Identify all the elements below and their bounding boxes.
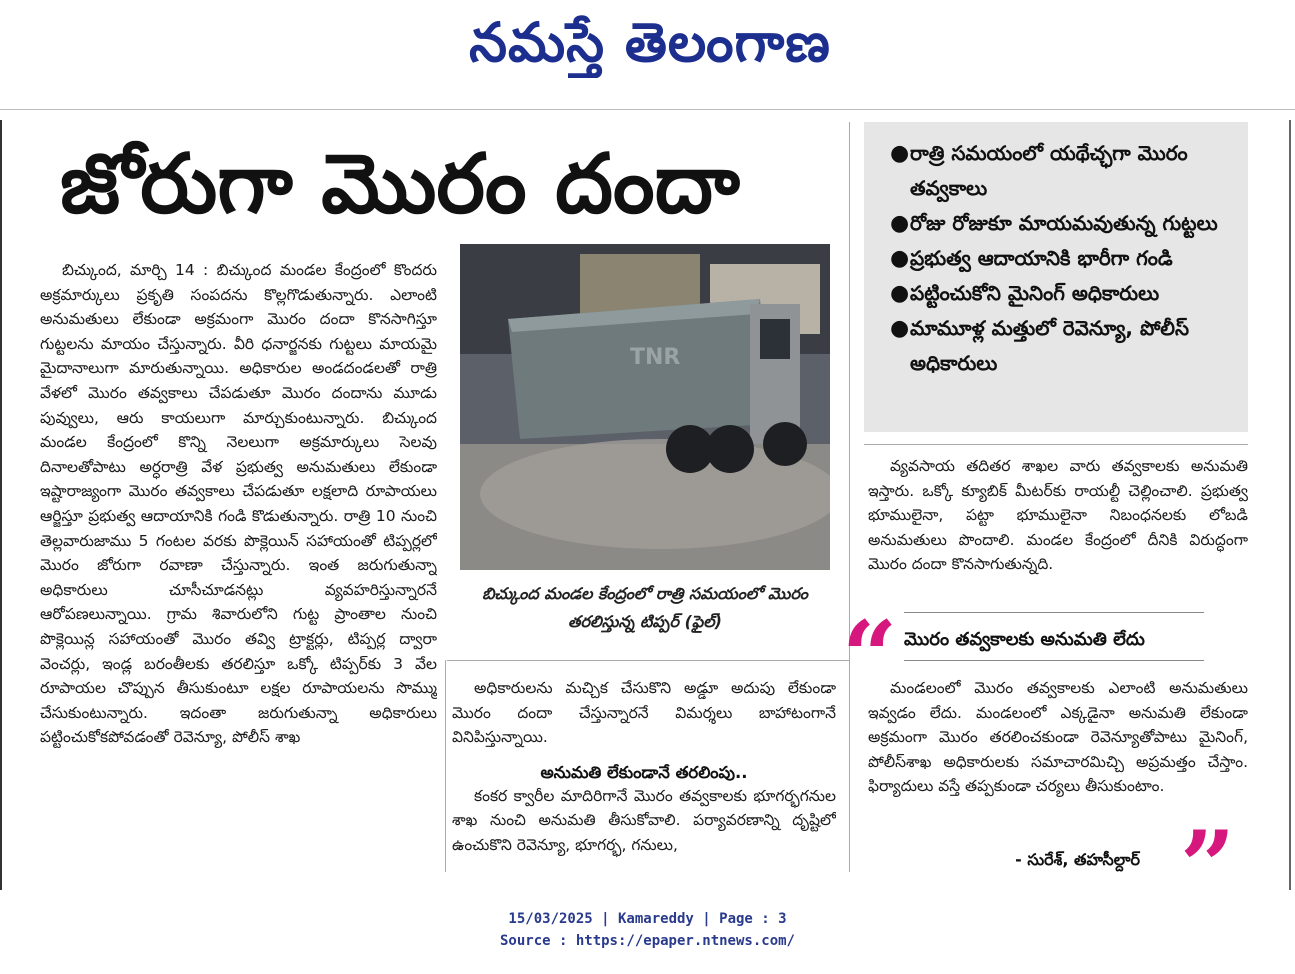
masthead-divider [0,109,1295,110]
highlights-divider [864,444,1248,445]
footer-edition-info: 15/03/2025 | Kamareddy | Page : 3 [508,911,787,927]
highlight-item: ● రాత్రి సమయంలో యథేచ్ఛగా మొరం తవ్వకాలు [890,136,1236,206]
body-paragraph: అధికారులను మచ్చిక చేసుకొని అడ్డూ అదుపు లేకుండా మొరం దందా చేస్తున్నారనే విమర్శలు బాహాటంగానే వినిపిస్తున్నాయి. [452,679,836,747]
bullet-icon: ● [890,246,910,271]
quote-title-rule [904,660,1204,661]
masthead [0,0,1295,100]
quote-attribution: - సురేశ్, తహసీల్దార్ [1015,850,1140,869]
page-right-border [1289,120,1291,890]
quote-text: మండలంలో మొరం తవ్వకాలకు ఎలాంటి అనుమతులు ఇవ్వడం లేదు. మండలంలో ఎక్కడైనా అనుమతి లేకుండా అక్రమంగా మొరం తరలించకుండా రెవెన్యూతోపాటు మైనింగ్, పోలీస్‌శాఖ అధికారులకు సమాచారమిచ్చి అప్రమత్తం చేస్తాం. ఫిర్యాదులు వస్తే తప్పకుండా చర్యలు తీసుకుంటాం. [868,679,1248,796]
article-body-right [868,454,1248,602]
body-paragraph: బిచ్కుంద, మార్చి 14 : బిచ్కుంద మండల కేంద్రంలో కొందరు అక్రమార్కులు ప్రకృతి సంపదను కొల్లగొడుతున్నారు. ఎలాంటి అనుమతులు లేకుండా అక్రమంగా మొరం దందా కొనసాగిస్తూ గుట్టలను మాయం చేస్తున్నారు. వీరి ధనార్జనకు గుట్టలు మాయమై మైదానాలుగా మారుతున్నాయి. అధికారుల అండదండలతో రాత్రి వేళలో మొరం తవ్వకాలు చేపడుతూ మొరం దందాను మూడు పువ్వులు, ఆరు కాయలుగా మార్చుకుంటున్నారు. బిచ్కుంద మండల కేంద్రంలో కొన్ని నెలలుగా అక్రమార్కులు సెలవు దినాలతోపాటు అర్ధరాత్రి వేళ ప్రభుత్వ అనుమతులు లేకుండా ఇష్టారాజ్యంగా మొరం తవ్వకాలు చేపడుతూ లక్షలాది రూపాయలు ఆర్జిస్తూ ప్రభుత్వ ఆదాయానికి గండి కొడుతున్నారు. రాత్రి 10 నుంచి తెల్లవారుజాము 5 గంటల వరకు పొక్లెయిన్ సహాయంతో టిప్పర్లలో మొరం జోరుగా రవాణా చేస్తున్నారు. ఇంత జరుగుతున్నా అధికారులు చూసీచూడనట్లు వ్యవహరిస్తున్నారనే ఆరోపణలున్నాయి. గ్రామ శివారులోని గుట్ట ప్రాంతాల నుంచి పొక్లెయిన్ల సహాయంతో మొరం తవ్వి ట్రాక్టర్లు, టిప్పర్ల ద్వారా వెంచర్లు, ఇండ్ల బరంతీలకు తరలిస్తూ ఒక్కో టిప్పర్‌కు 3 వేల రూపాయల చొప్పున తీసుకుంటూ లక్షల రూపాయలను సొమ్ము చేసుకుంటున్నారు. ఇదంతా జరుగుతున్నా అధికారులు పట్టించుకోకపోవడంతో రెవెన్యూ, పోలీస్ శాఖ [40,261,437,747]
highlight-item: ● పట్టించుకోని మైనింగ్ అధికారులు [890,276,1236,311]
bullet-icon: ● [890,316,910,341]
body-paragraph: కంకర క్వారీల మాదిరిగానే మొరం తవ్వకాలకు భూగర్భగనుల శాఖ నుంచి అనుమతి తీసుకోవాలి. పర్యావరణాన్ని దృష్టిలో ఉంచుకొని రెవెన్యూ, భూగర్భ, గనులు, [452,786,836,854]
article-photo-tipper-truck [460,244,830,570]
section-subhead: అనుమతి లేకుండానే తరలింపు.. [540,763,748,782]
column-divider-mid [445,660,446,872]
quote-open-icon: “ [842,602,898,666]
highlight-item: ● రోజు రోజుకూ మాయమవుతున్న గుట్టలు [890,206,1236,241]
column-divider-right [849,122,850,872]
article-headline: జోరుగా మొరం దందా [60,137,740,232]
body-paragraph: వ్యవసాయ తదితర శాఖల వారు తవ్వకాలకు అనుమతి ఇస్తారు. ఒక్కో క్యూబిక్ మీటర్‌కు రాయల్టీ చెల్లించాలి. ప్రభుత్వ భూములైనా, పట్టా భూములైనా నిబంధనలకు లోబడి అనుమతులు పొందాలి. మండల కేంద్రంలో దీనికి విరుద్ధంగా మొరం దందా కొనసాగుతున్నది. [868,457,1248,574]
tipper-truck-illustration [460,244,830,570]
article-body-left [40,258,437,870]
highlight-item: ● ప్రభుత్వ ఆదాయానికి భారీగా గండి [890,241,1236,276]
quote-title: మొరం తవ్వకాలకు అనుమతి లేదు [904,629,1145,650]
page-left-border [0,120,2,890]
svg-text:TNR: TNR [630,345,681,370]
footer-source-link[interactable]: Source : https://epaper.ntnews.com/ [499,933,795,949]
quote-title-rule [904,612,1204,613]
page-footer [0,908,1295,958]
quote-close-icon: ” [1180,812,1236,876]
middle-divider [447,660,849,661]
bullet-icon: ● [890,211,910,236]
highlights-box [864,122,1248,432]
bullet-icon: ● [890,141,910,166]
bullet-icon: ● [890,281,910,306]
newspaper-logo: నమస్తే తెలంగాణ [469,11,831,74]
photo-caption: బిచ్కుంద మండల కేంద్రంలో రాత్రి సమయంలో మొరం తరలిస్తున్న టిప్పర్ (ఫైల్) [482,584,808,631]
highlight-item: ● మామూళ్ల మత్తులో రెవెన్యూ, పోలీస్ అధికారులు [890,311,1236,381]
